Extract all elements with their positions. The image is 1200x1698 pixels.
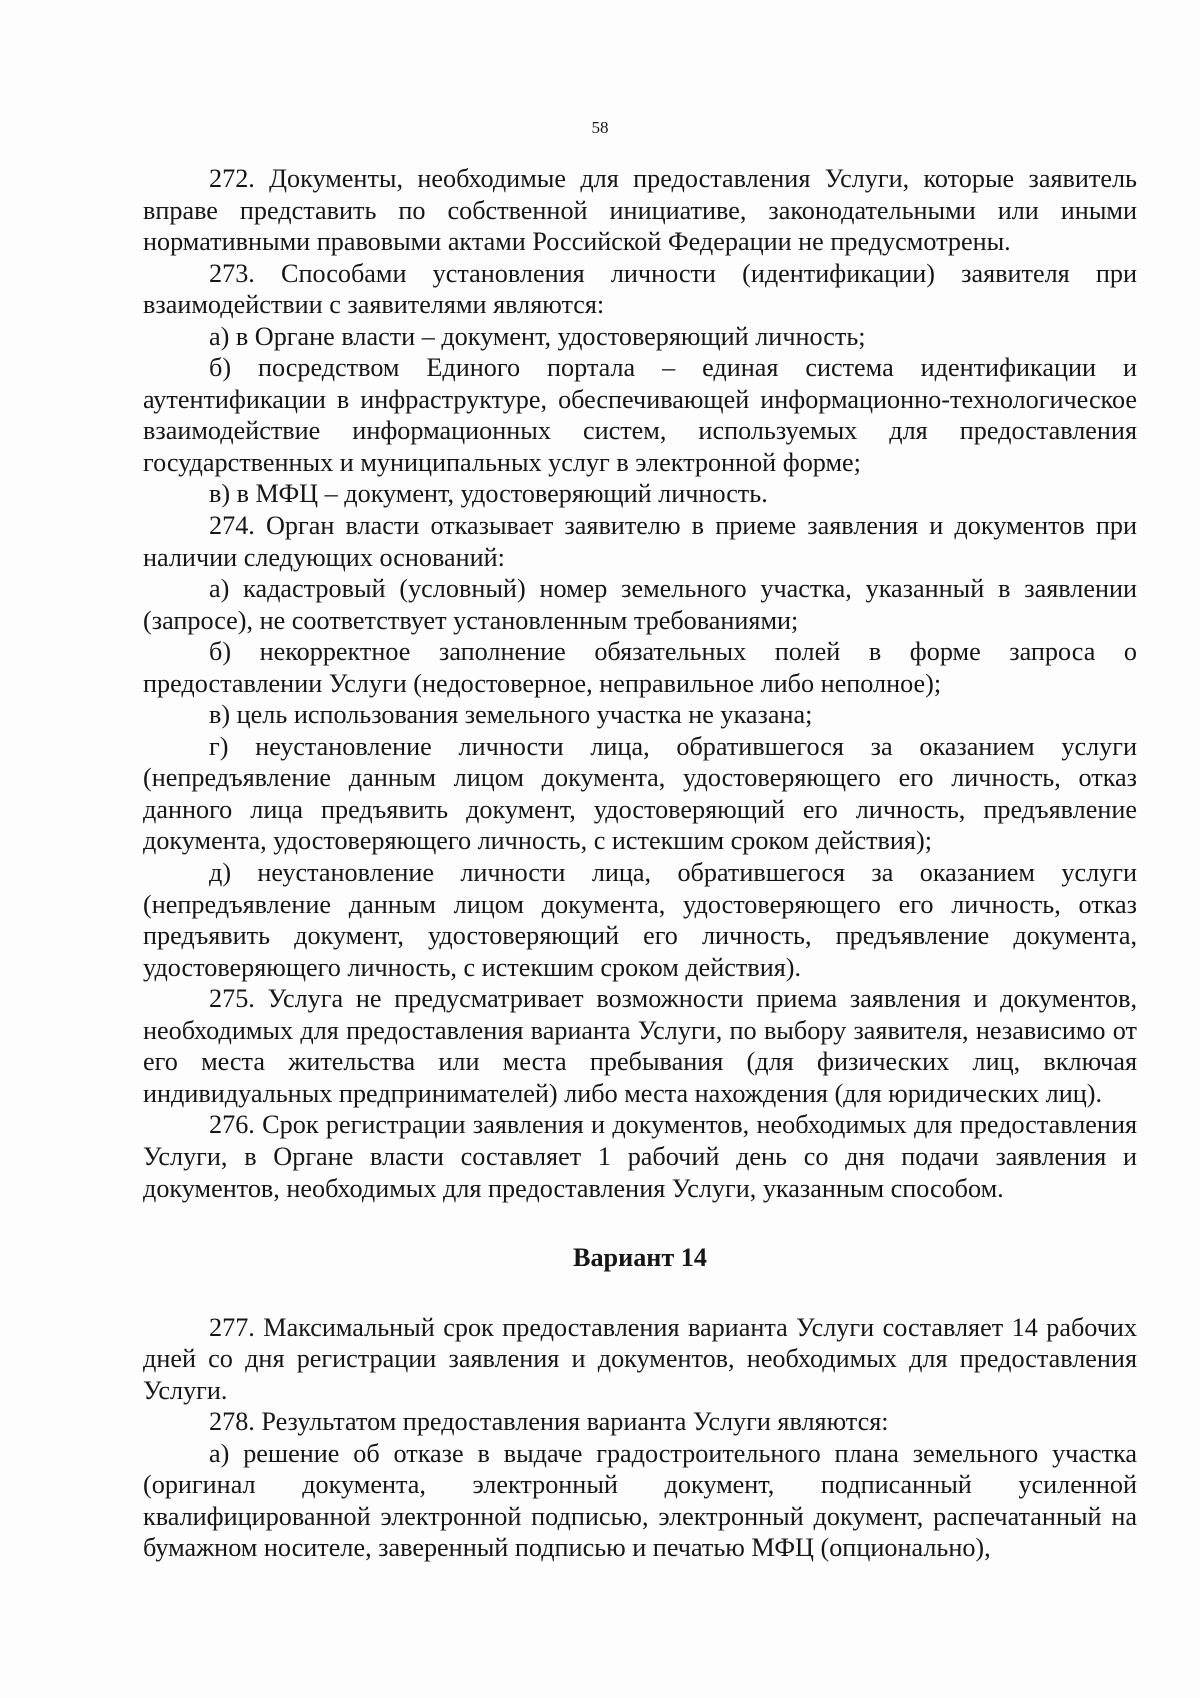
list-item-274-b: б) некорректное заполнение обязательных полей в форме запроса о предоставлении Услуги (недостоверное, неправильное либо неполное); bbox=[143, 637, 1137, 698]
section-heading: Вариант 14 bbox=[573, 1243, 707, 1273]
list-item-274-g: г) неустановление личности лица, обратившегося за оказанием услуги (непредъявление данным лицом документа, удостоверяющего его личность, отказ данного лица предъявить документ, удостоверяющий его личность, предъявление документа, удостоверяющего личность, с истекшим сроком действия); bbox=[143, 731, 1137, 856]
list-item-273-v: в) в МФЦ – документ, удостоверяющий личность. bbox=[209, 479, 768, 509]
paragraph-274: 274. Орган власти отказывает заявителю в приеме заявления и документов при наличии следующих оснований: bbox=[143, 511, 1137, 572]
paragraph-272: 272. Документы, необходимые для предоставления Услуги, которые заявитель вправе представить по собственной инициативе, законодательными или иными нормативными правовыми актами Российской Федерации не предусмотрены. bbox=[143, 164, 1137, 257]
paragraph-278: 278. Результатом предоставления варианта Услуги являются: bbox=[209, 1407, 889, 1437]
list-item-273-b: б) посредством Единого портала – единая система идентификации и аутентификации в инфраструктуре, обеспечивающей информационно-технологическое взаимодействие информационных систем, используемых для предоставления государственных и муниципальных услуг в электронной форме; bbox=[143, 353, 1137, 477]
list-item-274-a: а) кадастровый (условный) номер земельного участка, указанный в заявлении (запросе), не соответствует установленным требованиями; bbox=[143, 574, 1137, 635]
paragraph-277: 277. Максимальный срок предоставления варианта Услуги составляет 14 рабочих дней со дня регистрации заявления и документов, необходимых для предоставления Услуги. bbox=[143, 1312, 1137, 1405]
list-item-278-a: а) решение об отказе в выдаче градостроительного плана земельного участка (оригинал документа, электронный документ, подписанный усиленной квалифицированной электронной подписью, электронный документ, распечатанный на бумажном носителе, заверенный подписью и печатью МФЦ (опционально), bbox=[143, 1438, 1137, 1563]
list-item-274-d: д) неустановление личности лица, обратившегося за оказанием услуги (непредъявление данным лицом документа, удостоверяющего его личность, отказ предъявить документ, удостоверяющий его личность, предъявление документа, удостоверяющего личность, с истекшим сроком действия). bbox=[143, 858, 1137, 982]
paragraph-275: 275. Услуга не предусматривает возможности приема заявления и документов, необходимых для предоставления варианта Услуги, по выбору заявителя, независимо от его места жительства или места пребывания (для физических лиц, включая индивидуальных предпринимателей) либо места нахождения (для юридических лиц). bbox=[143, 984, 1137, 1108]
paragraph-273: 273. Способами установления личности (идентификации) заявителя при взаимодействии с заявителями являются: bbox=[143, 258, 1137, 320]
paragraph-276: 276. Срок регистрации заявления и документов, необходимых для предоставления Услуги, в Органе власти составляет 1 рабочий день со дня подачи заявления и документов, необходимых для предоставления Услуги, указанным способом. bbox=[143, 1110, 1137, 1203]
page-number: 58 bbox=[591, 118, 609, 137]
list-item-273-a: а) в Органе власти – документ, удостоверяющий личность; bbox=[209, 321, 866, 351]
list-item-274-v: в) цель использования земельного участка не указана; bbox=[209, 700, 813, 730]
document-body bbox=[143, 163, 1137, 1564]
